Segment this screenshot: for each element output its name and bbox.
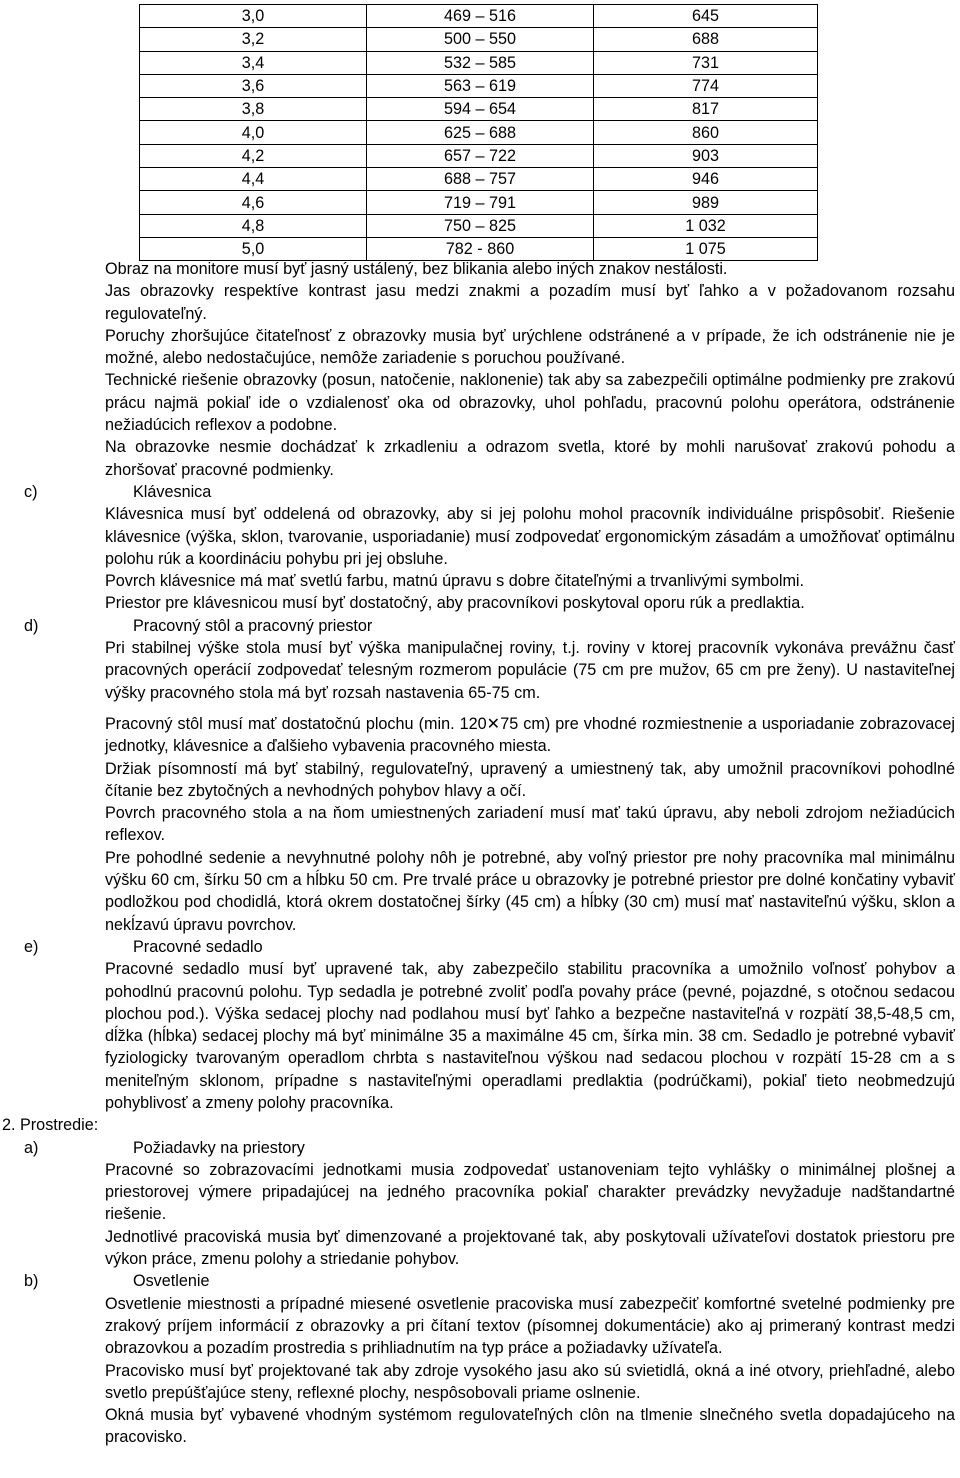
paragraph: Jas obrazovky respektíve kontrast jasu medzi znakmi a pozadím musí byť ľahko a v požadovanom rozsahu regulovateľný. <box>105 282 955 323</box>
table-cell: 594 – 654 <box>367 98 594 121</box>
table-cell: 946 <box>594 168 818 191</box>
table-cell: 4,8 <box>140 214 367 237</box>
section-label: c) <box>24 482 38 501</box>
table-cell: 657 – 722 <box>367 144 594 167</box>
paragraph: Pracovné so zobrazovacími jednotkami musia zodpovedať ustanoveniam tejto vyhlášky o minimálnej plošnej a priestorovej výmere pripadajúcej na jedného pracovníka pokiaľ charakter prevádzky nevyžaduje nadštandartné riešenie. <box>105 1160 955 1224</box>
table-cell: 731 <box>594 51 818 74</box>
paragraph: Pracovný stôl musí mať dostatočnú plochu (min. 120✕75 cm) pre vhodné rozmiestnenie a usporiadanie zobrazovacej jednotky, klávesnice a ďalšieho vybavenia pracovného miesta. <box>105 714 955 756</box>
paragraph: Povrch pracovného stola a na ňom umiestnených zariadení musí mať takú úpravu, aby neboli zdrojom nežiadúcich reflexov. <box>105 804 955 845</box>
section-title: Osvetlenie <box>133 1272 210 1291</box>
table-cell: 469 – 516 <box>367 5 594 28</box>
table-cell: 989 <box>594 191 818 214</box>
section-2-title: 2. Prostredie: <box>2 1116 99 1135</box>
table-row <box>140 51 818 74</box>
table-cell: 3,0 <box>140 5 367 28</box>
table-row <box>140 168 818 191</box>
table-cell: 4,0 <box>140 121 367 144</box>
table-row <box>140 74 818 97</box>
table-cell: 3,6 <box>140 74 367 97</box>
paragraph: Technické riešenie obrazovky (posun, natočenie, naklonenie) tak aby sa zabezpečili optimálne podmienky pre zrakovú prácu najmä pokiaľ ide o vzdialenosť oka od obrazovky, uhol pohľadu, pracovnú polohu operátora, odstránenie nežiadúcich reflexov a podobne. <box>105 371 955 435</box>
section-title: Pracovné sedadlo <box>133 937 263 956</box>
paragraph: Osvetlenie miestnosti a prípadné miesené osvetlenie pracoviska musí zabezpečiť komfortné svetelné podmienky pre zrakový príjem informácií z obrazovky a pri čítaní textov (písomnej dokumentácie) ako aj primeraný kontrast medzi obrazovkou a pozadím prostredia s prihliadnutím na typ práce a požiadavky užívateľa. <box>105 1294 955 1358</box>
table-cell: 1 032 <box>594 214 818 237</box>
table-cell: 782 - 860 <box>367 237 594 260</box>
table-cell: 774 <box>594 74 818 97</box>
section-heading-c <box>0 481 960 503</box>
paragraph: Okná musia byť vybavené vhodným systémom regulovateľných clôn na tlmenie slnečného svetla dopadajúceho na pracovisko. <box>105 1406 955 1447</box>
table-cell: 4,6 <box>140 191 367 214</box>
table-cell: 860 <box>594 121 818 144</box>
paragraph: Pracovné sedadlo musí byť upravené tak, aby zabezpečilo stabilitu pracovníka a umožnilo voľnosť pohybov a pohodlnú pracovnú polohu. Typ sedadla je potrebné zvoliť podľa povahy práce (pevné, pojazdné, s otočnou sedacou plochou pod.). Výška sedacej plochy nad podlahou musí byť ľahko a bezpečne nastaviteľná v rozpätí 38,5-48,5 cm, dĺžka (hĺbka) sedacej plochy má byť minimálne 35 a maximálne 45 cm, šírka min. 38 cm. Sedadlo je potrebné vybaviť fyziologicky tvarovaným operadlom chrbta s nastaviteľnou výškou nad sedacou plochou v rozpätí 15-28 cm a s meniteľným sklonom, prípadne s nastaviteľnými operadlami predlaktia (podrúčkami), pokiaľ tieto neobmedzujú pohyblivosť a zmeny polohy pracovníka. <box>105 960 955 1112</box>
table-cell: 1 075 <box>594 237 818 260</box>
section-title: Pracovný stôl a pracovný priestor <box>133 616 373 635</box>
paragraph: Klávesnica musí byť oddelená od obrazovky, aby si jej polohu mohol pracovník individuálne prispôsobiť. Riešenie klávesnice (výška, sklon, tvarovanie, usporiadanie) musí zodpovedať ergonomickým zásadám a umožňovať optimálnu polohu rúk a koordináciu pohybu pri jej obsluhe. <box>105 505 955 568</box>
table-row <box>140 214 818 237</box>
paragraph: Držiak písomností má byť stabilný, regulovateľný, upravený a umiestnený tak, aby umožnil pracovníkovi pohodlné čítanie bez zbytočných a nevhodných pohybov hlavy a očí. <box>105 759 955 800</box>
values-table <box>139 4 818 261</box>
paragraph: Obraz na monitore musí byť jasný ustálený, bez blikania alebo iných znakov nestálosti. <box>105 260 728 278</box>
section-title: Požiadavky na priestory <box>133 1138 305 1157</box>
section-title: Klávesnica <box>133 482 212 501</box>
paragraph: Priestor pre klávesnicou musí byť dostatočný, aby pracovníkovi poskytoval oporu rúk a predlaktia. <box>105 594 805 613</box>
table-cell: 3,8 <box>140 98 367 121</box>
table-cell: 719 – 791 <box>367 191 594 214</box>
table-row <box>140 191 818 214</box>
table-cell: 5,0 <box>140 237 367 260</box>
table-cell: 563 – 619 <box>367 74 594 97</box>
table-cell: 532 – 585 <box>367 51 594 74</box>
table-cell: 4,4 <box>140 168 367 191</box>
paragraph: Povrch klávesnice má mať svetlú farbu, matnú úpravu s dobre čitateľnými a trvanlivými symbolmi. <box>105 572 805 591</box>
paragraph: Jednotlivé pracoviská musia byť dimenzované a projektované tak, aby poskytovali užívateľovi dostatok priestoru pre výkon práce, zmenu polohy a striedanie pohybov. <box>105 1227 955 1269</box>
table-cell: 500 – 550 <box>367 28 594 51</box>
paragraph: Pri stabilnej výške stola musí byť výška manipulačnej roviny, t.j. roviny v ktorej pracovník vykonáva prevážnu časť pracovných operácií zodpovedať telesným rozmerom populácie (75 cm pre mužov, 65 cm pre ženy). U nastaviteľnej výšky pracovného stola má byť rozsah nastavenia 65-75 cm. <box>105 639 955 702</box>
section-label: b) <box>24 1272 39 1291</box>
section-heading-2b <box>0 1270 960 1292</box>
table-row <box>140 28 818 51</box>
paragraph: Poruchy zhoršujúce čitateľnosť z obrazovky musia byť urýchlene odstránené a v prípade, že ich odstránenie nie je možné, alebo nedostačujúce, nemôže zariadenie s poruchou používané. <box>105 326 955 368</box>
table-cell: 4,2 <box>140 144 367 167</box>
table-cell: 3,2 <box>140 28 367 51</box>
section-label: d) <box>24 616 39 635</box>
paragraph: Na obrazovke nesmie dochádzať k zrkadleniu a odrazom svetla, ktoré by mohli narušovať zrakovú pohodu a zhoršovať pracovné podmienky. <box>105 438 955 479</box>
table-row <box>140 121 818 144</box>
section-heading-d <box>0 615 960 637</box>
table-row <box>140 144 818 167</box>
table-cell: 817 <box>594 98 818 121</box>
section-heading-e <box>0 936 960 958</box>
table-row <box>140 5 818 28</box>
table-row <box>140 98 818 121</box>
section-label: e) <box>24 937 39 956</box>
table-cell: 688 <box>594 28 818 51</box>
table-cell: 645 <box>594 5 818 28</box>
table-cell: 903 <box>594 144 818 167</box>
paragraph: Pre pohodlné sedenie a nevyhnutné polohy nôh je potrebné, aby voľný priestor pre nohy pracovníka mal minimálnu výšku 60 cm, šírku 50 cm a hĺbku 50 cm. Pre trvalé práce u obrazovky je potrebné priestor pre dolné končatiny vybaviť podložkou pod chodidlá, ktorá okrem dostatočnej šírky (45 cm) a hĺbky (30 cm) musí mať nastaviteľnú výšku, sklon a nekĺzavú úpravu povrchov. <box>105 848 955 934</box>
paragraph: Pracovisko musí byť projektované tak aby zdroje vysokého jasu ako sú svietidlá, okná a iné otvory, priehľadné, alebo svetlo prepúšťajúce steny, reflexné plochy, nespôsobovali priame oslnenie. <box>105 1361 955 1402</box>
section-heading-2a <box>0 1137 960 1159</box>
section-label: a) <box>24 1138 39 1157</box>
document-body <box>0 258 960 1449</box>
table-cell: 625 – 688 <box>367 121 594 144</box>
table-cell: 750 – 825 <box>367 214 594 237</box>
table-cell: 688 – 757 <box>367 168 594 191</box>
table-cell: 3,4 <box>140 51 367 74</box>
